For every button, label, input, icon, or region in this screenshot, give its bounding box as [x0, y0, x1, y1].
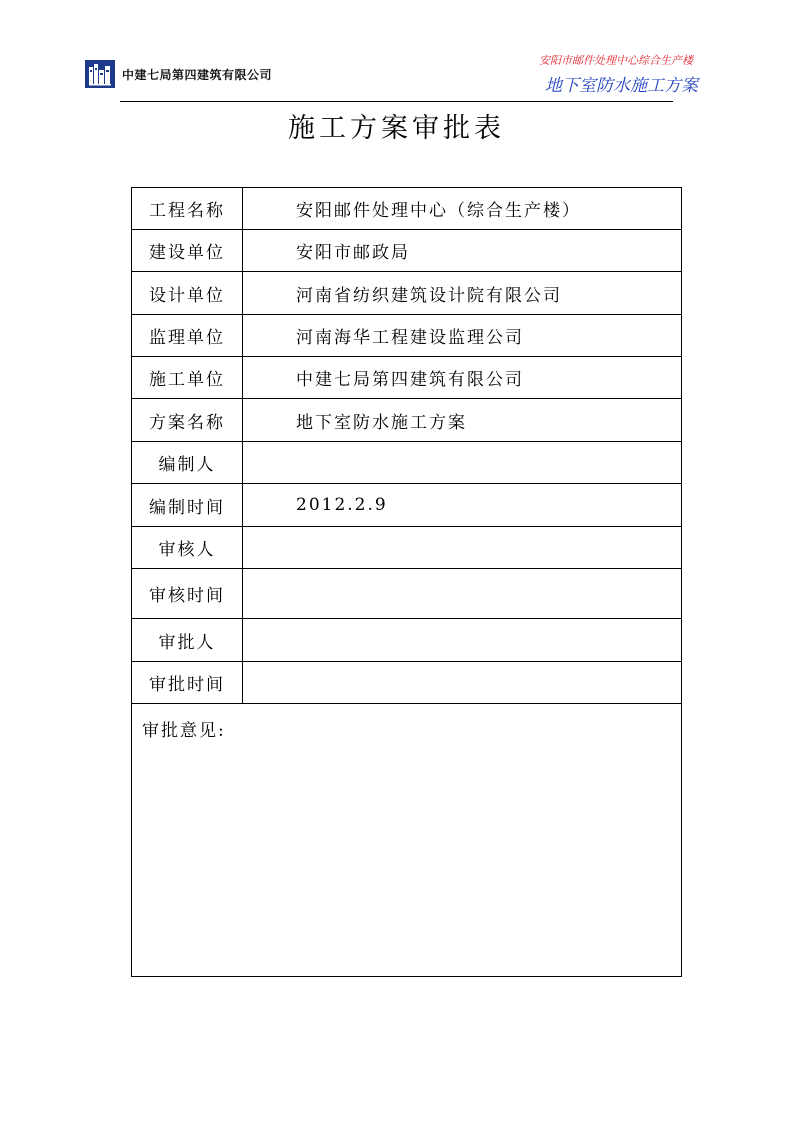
table-row: [132, 399, 682, 442]
row-value[interactable]: 安阳邮件处理中心（综合生产楼）: [243, 188, 682, 230]
company-name: 中建七局第四建筑有限公司: [122, 68, 273, 82]
row-label: 编制人: [132, 442, 243, 484]
table-row: [132, 442, 682, 484]
row-value[interactable]: [243, 662, 682, 704]
approval-opinion-label: 审批意见:: [142, 721, 226, 741]
row-label: 审批时间: [132, 662, 243, 704]
table-row: [132, 188, 682, 230]
row-value[interactable]: 安阳市邮政局: [243, 230, 682, 272]
table-row: [132, 527, 682, 569]
row-label: 工程名称: [132, 188, 243, 230]
table-row: [132, 484, 682, 527]
row-label: 审批人: [132, 619, 243, 662]
row-value[interactable]: [243, 569, 682, 619]
row-value[interactable]: [243, 527, 682, 569]
company-logo: [85, 60, 115, 88]
header-plan-name: 地下室防水施工方案: [545, 76, 698, 96]
table-row: [132, 272, 682, 315]
row-value[interactable]: 河南海华工程建设监理公司: [243, 315, 682, 357]
row-label: 审核人: [132, 527, 243, 569]
row-value[interactable]: 地下室防水施工方案: [243, 399, 682, 442]
row-label: 方案名称: [132, 399, 243, 442]
table-row: [132, 230, 682, 272]
table-row: [132, 315, 682, 357]
row-value[interactable]: 河南省纺织建筑设计院有限公司: [243, 272, 682, 315]
row-label: 编制时间: [132, 484, 243, 527]
header-project-name: 安阳市邮件处理中心综合生产楼: [539, 54, 693, 67]
table-row: [132, 704, 682, 977]
table-row: [132, 357, 682, 399]
row-value[interactable]: [243, 442, 682, 484]
building-logo-icon: [85, 60, 115, 88]
row-label: 审核时间: [132, 569, 243, 619]
header-divider: [120, 101, 673, 102]
table-row: [132, 662, 682, 704]
row-label: 监理单位: [132, 315, 243, 357]
table-row: [132, 569, 682, 619]
table-row: [132, 619, 682, 662]
row-label: 设计单位: [132, 272, 243, 315]
row-label: 施工单位: [132, 357, 243, 399]
row-label: 建设单位: [132, 230, 243, 272]
approval-form-table: [131, 187, 682, 977]
approval-opinion-field[interactable]: [132, 704, 682, 977]
row-value[interactable]: 2012.2.9: [243, 484, 682, 527]
row-value[interactable]: 中建七局第四建筑有限公司: [243, 357, 682, 399]
page-title: 施工方案审批表: [288, 113, 505, 144]
row-value[interactable]: [243, 619, 682, 662]
